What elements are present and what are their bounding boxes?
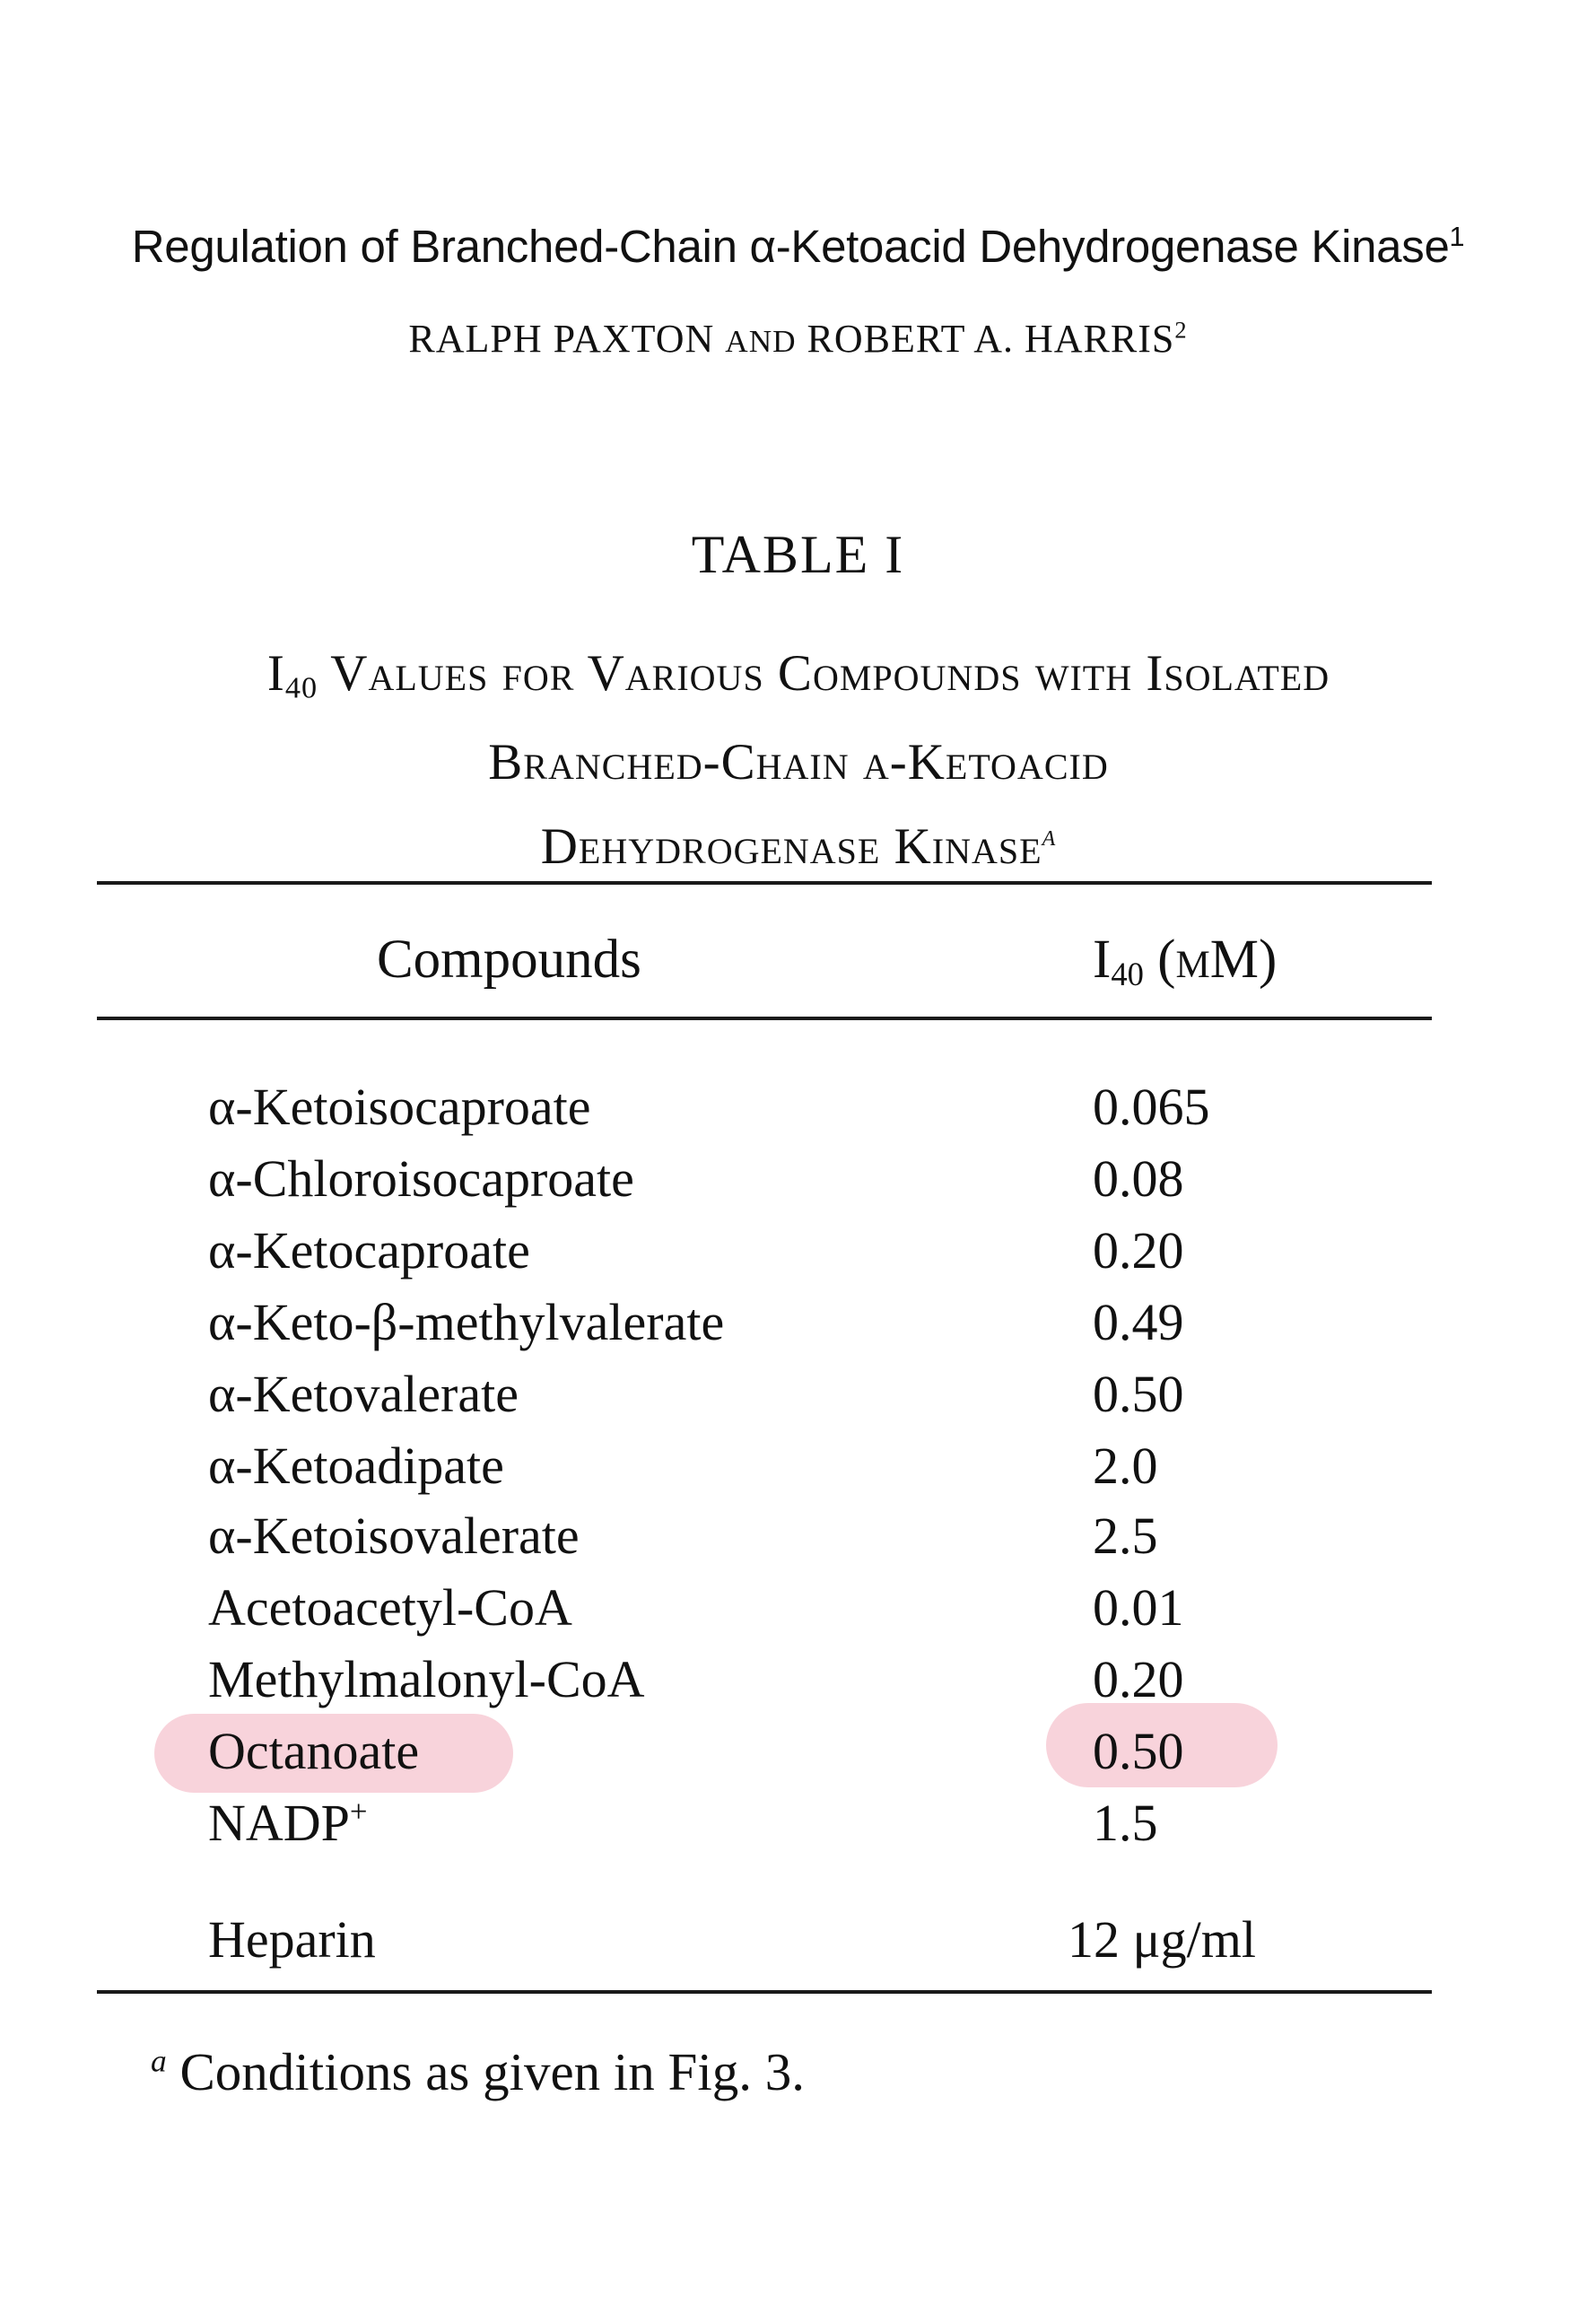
table-row-compound: α-Ketoadipate bbox=[208, 1437, 504, 1495]
caption-line-1: $I_{40}$ Values for Various Compounds with Isolated bbox=[266, 645, 1330, 705]
table-row-compound: Acetoacetyl-CoA bbox=[208, 1578, 572, 1637]
author-footnote-mark: 2 bbox=[1174, 316, 1188, 344]
table-row-value: 0.20 bbox=[1093, 1650, 1184, 1708]
table-row-value: 1.5 bbox=[1093, 1794, 1158, 1852]
table-row-value: 0.01 bbox=[1093, 1578, 1184, 1637]
title-footnote-mark: 1 bbox=[1449, 222, 1465, 252]
table-row-value: 0.08 bbox=[1093, 1149, 1184, 1208]
author-2: ROBERT A. HARRIS bbox=[807, 317, 1175, 361]
table-row-compound: α-Keto-β-methylvalerate bbox=[208, 1293, 725, 1351]
table-row-value-highlighted: 0.50 bbox=[1093, 1722, 1184, 1780]
table-label: TABLE I bbox=[691, 525, 905, 584]
caption-line-2: Branched-Chain α-Ketoacid bbox=[488, 733, 1109, 790]
table-row-compound: Heparin bbox=[208, 1910, 376, 1969]
table-header-rule bbox=[97, 1017, 1432, 1020]
table-top-rule bbox=[97, 881, 1432, 885]
table-row-value: 2.5 bbox=[1093, 1507, 1158, 1565]
column-header-i40: $I_{40}$ (mM) bbox=[1093, 930, 1278, 993]
table-row-compound: α-Chloroisocaproate bbox=[208, 1149, 634, 1208]
table-row-compound: NADP+ bbox=[208, 1794, 368, 1852]
author-conjunction: AND bbox=[725, 324, 797, 359]
column-header-compounds: Compounds bbox=[377, 930, 641, 990]
table-bottom-rule bbox=[97, 1990, 1432, 1994]
table-row-compound: α-Ketoisocaproate bbox=[208, 1078, 591, 1136]
table-caption bbox=[90, 637, 1507, 884]
table-row-compound: Methylmalonyl-CoA bbox=[208, 1650, 645, 1708]
table-row-value: 2.0 bbox=[1093, 1437, 1158, 1495]
table-row-value: 0.50 bbox=[1093, 1365, 1184, 1423]
table-row-value: 0.065 bbox=[1093, 1078, 1210, 1136]
table-row-compound: α-Ketoisovalerate bbox=[208, 1507, 580, 1565]
paper-title: Regulation of Branched-Chain α-Ketoacid Dehydrogenase Kinase$^1$ bbox=[131, 221, 1465, 272]
author-1: RALPH PAXTON bbox=[408, 317, 715, 361]
table-row-compound: α-Ketocaproate bbox=[208, 1221, 530, 1280]
table-row-compound: α-Ketovalerate bbox=[208, 1365, 519, 1423]
table-footnote: $^a$ Conditions as given in Fig. 3. bbox=[151, 2042, 806, 2101]
author-line bbox=[0, 316, 1596, 362]
footnote-mark: a bbox=[151, 2042, 167, 2079]
table-row-value: 0.49 bbox=[1093, 1293, 1184, 1351]
table-row-compound-highlighted: Octanoate bbox=[208, 1722, 420, 1780]
caption-line-3: Dehydrogenase Kinase$^a$ bbox=[540, 817, 1057, 875]
table-row-value: 12 μg/ml bbox=[1068, 1910, 1256, 1969]
table-row-value: 0.20 bbox=[1093, 1221, 1184, 1280]
